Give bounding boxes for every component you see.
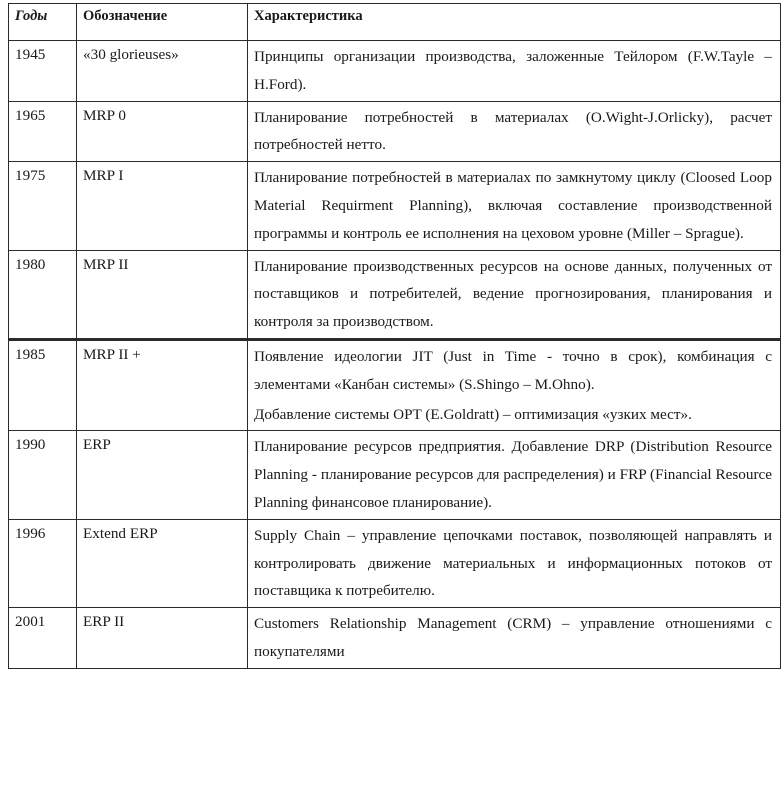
- header-designation: Обозначение: [77, 4, 248, 41]
- table-row: [9, 101, 781, 162]
- table-row: [9, 608, 781, 669]
- row-year: 1975: [9, 162, 77, 250]
- row-characteristic: [248, 41, 781, 102]
- table-row: [9, 250, 781, 339]
- table-row: [9, 41, 781, 102]
- characteristic-paragraph: Планирование потребностей в материалах (O.Wight-J.Orlicky), расчет потребностей нетто.: [254, 108, 772, 154]
- row-characteristic: [248, 162, 781, 250]
- characteristic-paragraph: Supply Chain – управление цепочками поставок, позволяющей направлять и контролировать движение материальных и информационных потоков от поставщика к потребителю.: [254, 526, 772, 600]
- characteristic-paragraph: Планирование ресурсов предприятия. Добавление DRP (Distribution Resource Planning - планирование ресурсов для распределения) и FRP (Financial Resource Planning финансовое планирование).: [254, 438, 772, 511]
- table-row: [9, 162, 781, 250]
- characteristic-paragraph: Принципы организации производства, заложенные Тейлором (F.W.Tayle – H.Ford).: [254, 48, 772, 93]
- header-row: [9, 4, 781, 41]
- table-row: [9, 431, 781, 519]
- row-designation: Extend ERP: [77, 519, 248, 607]
- row-year: 1965: [9, 101, 77, 162]
- characteristic-paragraph: Планирование производственных ресурсов на основе данных, полученных от поставщиков и потребителей, ведение прогнозирования, планирования и контроля за производством.: [254, 257, 772, 331]
- header-year: Годы: [9, 4, 77, 41]
- row-characteristic: [248, 608, 781, 669]
- table-row: [9, 339, 781, 430]
- erp-history-table: [8, 3, 781, 669]
- characteristic-paragraph: Добавление системы OPT (E.Goldratt) – оптимизация «узких мест».: [254, 405, 692, 423]
- row-designation: MRP II: [77, 250, 248, 339]
- row-characteristic: [248, 431, 781, 519]
- row-characteristic: [248, 519, 781, 607]
- row-designation: MRP I: [77, 162, 248, 250]
- row-designation: ERP: [77, 431, 248, 519]
- row-year: 1990: [9, 431, 77, 519]
- characteristic-paragraph: Планирование потребностей в материалах по замкнутому циклу (Cloosed Loop Material Requirment Planning), включая составление производственной программы и контроль ее исполнения на цеховом уровне (Miller – Sprague).: [254, 169, 772, 242]
- row-designation: MRP 0: [77, 101, 248, 162]
- row-designation: «30 glorieuses»: [77, 41, 248, 102]
- row-year: 1945: [9, 41, 77, 102]
- table-body: [9, 41, 781, 669]
- table-header: [9, 4, 781, 41]
- row-designation: ERP II: [77, 608, 248, 669]
- characteristic-paragraph: Появление идеологии JIT (Just in Time - точно в срок), комбинация с элементами «Канбан системы» (S.Shingo – M.Ohno).: [254, 347, 772, 393]
- table-row: [9, 519, 781, 607]
- row-year: 1980: [9, 250, 77, 339]
- header-characteristic: Характеристика: [248, 4, 781, 41]
- row-year: 1996: [9, 519, 77, 607]
- row-characteristic: [248, 250, 781, 339]
- row-characteristic: [248, 101, 781, 162]
- row-characteristic: [248, 339, 781, 430]
- row-year: 1985: [9, 339, 77, 430]
- characteristic-paragraph: Customers Relationship Management (CRM) – управление отношениями с покупателями: [254, 615, 772, 660]
- row-year: 2001: [9, 608, 77, 669]
- row-designation: MRP II +: [77, 339, 248, 430]
